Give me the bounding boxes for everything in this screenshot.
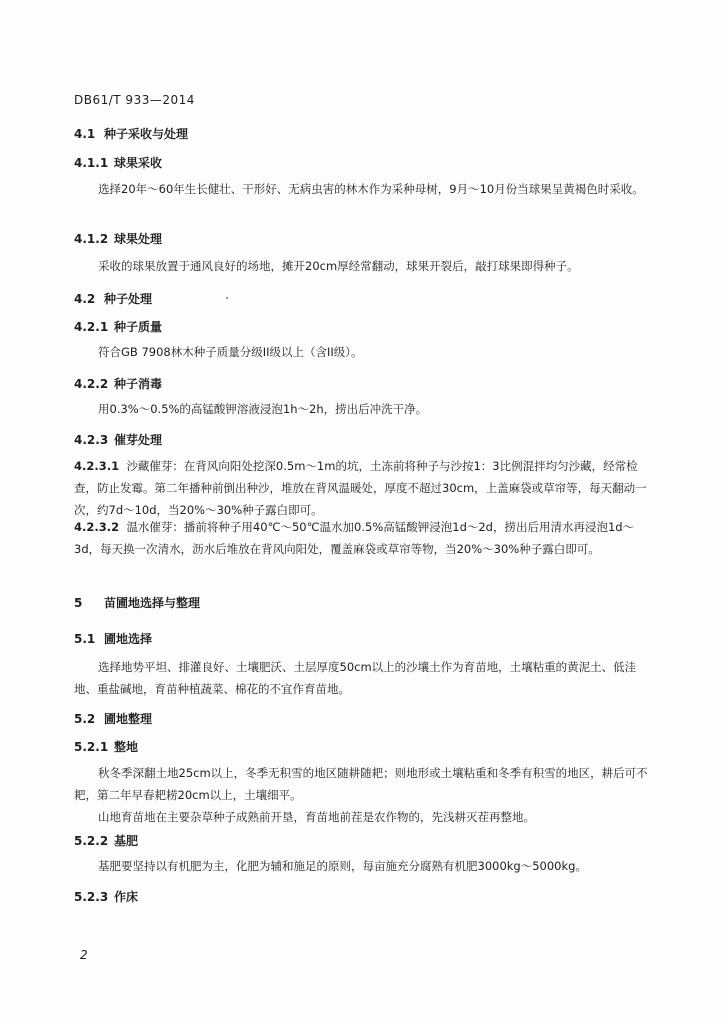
heading-5-2-2 bbox=[74, 832, 138, 849]
clause-text: 温水催芽：播前将种子用40℃～50℃温水加0.5%高锰酸钾浸泡1d～2d，捞出后用清水再浸泡1d～3d，每天换一次清水，沥水后堆放在背风向阳处，覆盖麻袋或草帘等物，当20%～30%种子露白即可。 bbox=[74, 520, 635, 556]
paragraph-4-1-2: 采收的球果放置于通风良好的场地，摊开20cm厚经常翻动，球果开裂后，敲打球果即得种子。 bbox=[98, 259, 579, 273]
heading-title: 种子消毒 bbox=[114, 377, 163, 391]
heading-4-2 bbox=[74, 290, 152, 307]
heading-title: 球果采收 bbox=[114, 156, 163, 170]
paragraph-5-1: 选择地势平坦、排灌良好、土壤肥沃、土层厚度50cm以上的沙壤土作为育苗地，土壤粘重的黄泥土、低洼地、重盐碱地，育苗种植蔬菜、棉花的不宜作育苗地。 bbox=[74, 660, 637, 696]
heading-number: 5.1 bbox=[74, 632, 96, 646]
heading-title: 圃地整理 bbox=[104, 712, 153, 726]
heading-number: 4.2.3 bbox=[74, 433, 109, 447]
heading-4-1-1 bbox=[74, 154, 162, 171]
heading-number: 4.1.1 bbox=[74, 156, 109, 170]
heading-number: 4.2 bbox=[74, 292, 96, 306]
paragraph-5-2-1-b: 山地育苗地在主要杂草种子成熟前开垦，育苗地前茬是农作物的，先浅耕灭茬再整地。 bbox=[98, 810, 535, 824]
page-number: 2 bbox=[80, 948, 88, 962]
heading-number: 5.2.1 bbox=[74, 740, 109, 754]
paragraph-4-2-1: 符合GB 7908林木种子质量分级II级以上（含II级）。 bbox=[98, 345, 363, 359]
heading-title: 种子采收与处理 bbox=[104, 127, 189, 141]
paragraph-4-2-3-1 bbox=[74, 455, 654, 521]
heading-number: 5.2.2 bbox=[74, 834, 109, 848]
clause-text: 沙藏催芽：在背风向阳处挖深0.5m～1m的坑，土冻前将种子与沙按1：3比例混拌均匀沙藏，经常检查，防止发霉。第二年播种前倒出种沙，堆放在背风温暖处，厚度不超过30cm，上盖麻袋或草帘等，每天翻动一次，约7d～10d，当20%～30%种子露白即可。 bbox=[74, 459, 647, 517]
heading-4-2-2 bbox=[74, 375, 162, 392]
paragraph-4-2-2: 用0.3%～0.5%的高锰酸钾溶液浸泡1h～2h，捞出后冲洗干净。 bbox=[98, 402, 428, 416]
heading-number: 5 bbox=[74, 596, 83, 610]
heading-title: 球果处理 bbox=[114, 232, 163, 246]
heading-4-1 bbox=[74, 125, 188, 142]
paragraph-4-2-3-2 bbox=[74, 516, 654, 560]
heading-title: 种子质量 bbox=[114, 320, 163, 334]
heading-title: 整地 bbox=[114, 740, 139, 754]
heading-title: 基肥 bbox=[114, 834, 139, 848]
paragraph-4-1-1: 选择20年～60年生长健壮、干形好、无病虫害的林木作为采种母树，9月～10月份当球果呈黄褐色时采收。 bbox=[98, 182, 644, 196]
paragraph-5-2-2: 基肥要坚持以有机肥为主，化肥为辅和施足的原则，每亩施充分腐熟有机肥3000kg～5000kg。 bbox=[98, 859, 587, 873]
heading-5-2 bbox=[74, 710, 152, 727]
heading-4-2-3 bbox=[74, 431, 162, 448]
heading-number: 4.2.2 bbox=[74, 377, 109, 391]
clause-number: 4.2.3.2 bbox=[74, 520, 120, 534]
standard-number: DB61/T 933—2014 bbox=[74, 93, 195, 107]
paragraph-5-2-1-a: 秋冬季深翻土地25cm以上，冬季无积雪的地区随耕随耙；则地形或土壤粘重和冬季有积雪的地区，耕后可不耙，第二年早春耙耢20cm以上，土壤细平。 bbox=[74, 766, 648, 802]
heading-number: 4.2.1 bbox=[74, 320, 109, 334]
heading-5-2-3 bbox=[74, 888, 138, 905]
heading-5-1 bbox=[74, 630, 152, 647]
heading-title: 苗圃地选择与整理 bbox=[104, 596, 201, 610]
heading-4-2-1 bbox=[74, 318, 162, 335]
heading-title: 作床 bbox=[114, 890, 139, 904]
heading-title: 圃地选择 bbox=[104, 632, 153, 646]
heading-5 bbox=[74, 594, 200, 611]
scan-speck bbox=[226, 297, 228, 299]
heading-4-1-2 bbox=[74, 230, 162, 247]
heading-number: 4.1.2 bbox=[74, 232, 109, 246]
clause-number: 4.2.3.1 bbox=[74, 459, 120, 473]
heading-title: 种子处理 bbox=[104, 292, 153, 306]
heading-title: 催芽处理 bbox=[114, 433, 163, 447]
heading-5-2-1 bbox=[74, 738, 138, 755]
heading-number: 5.2.3 bbox=[74, 890, 109, 904]
heading-number: 4.1 bbox=[74, 127, 96, 141]
heading-number: 5.2 bbox=[74, 712, 96, 726]
